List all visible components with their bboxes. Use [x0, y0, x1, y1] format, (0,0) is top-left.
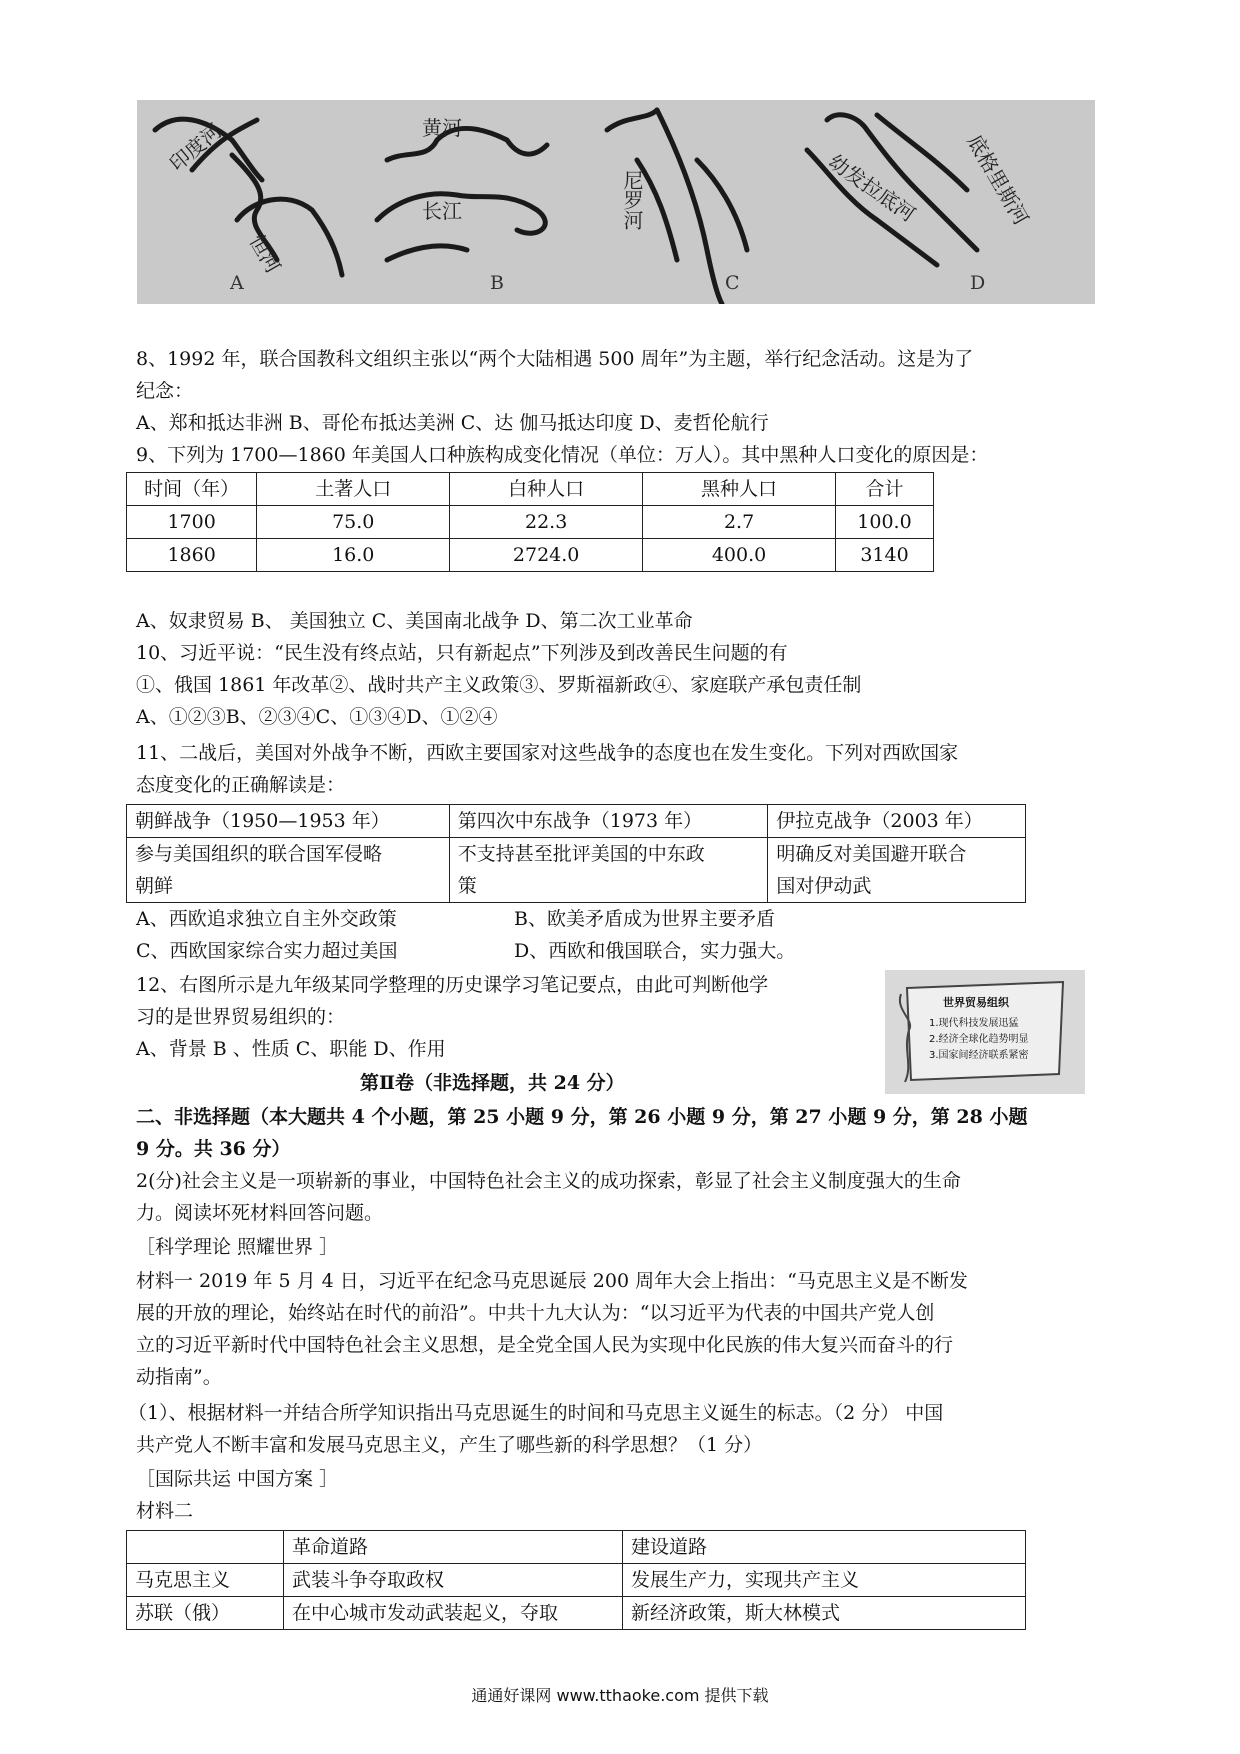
map-a-ganges-label: 恒河 [244, 230, 286, 278]
map-a-indus-label: 印度河 [164, 118, 227, 176]
table-cell: 22.3 [450, 506, 643, 539]
q10-items: ①、俄国 1861 年改革②、战时共产主义政策③、罗斯福新政④、家庭联产承包责任制 [136, 674, 862, 696]
table-cell: 武装斗争夺取政权 [284, 1564, 623, 1597]
table-cell: 16.0 [257, 539, 450, 572]
q10-options: A、①②③B、②③④C、①③④D、①②④ [136, 706, 498, 728]
section2-title: 第Ⅱ卷（非选择题，共 24 分） [360, 1072, 625, 1094]
table-header-cell: 合计 [836, 473, 934, 506]
cell-line: 不支持甚至批评美国的中东政 [457, 843, 705, 865]
cell-line: 国对伊动武 [776, 875, 872, 897]
table-header-cell: 白种人口 [450, 473, 643, 506]
cell-line: 策 [457, 875, 477, 897]
table-cell: 100.0 [836, 506, 934, 539]
map-label-b: B [490, 272, 504, 294]
cell-line: 朝鲜 [135, 875, 174, 897]
main-question-intro-2: 力。阅读坏死材料回答问题。 [136, 1202, 384, 1224]
q9-options: A、奴隶贸易 B、 美国独立 C、美国南北战争 D、第二次工业革命 [136, 610, 693, 632]
q8-stem-line-1: 8、1992 年，联合国教科文组织主张以“两个大陆相遇 500 周年”为主题，举行纪念活动。这是为了 [136, 348, 974, 370]
river-maps-image [137, 100, 1095, 304]
map-label-c: C [725, 272, 740, 294]
table-header-cell: 革命道路 [284, 1531, 623, 1564]
q12-stem-line-2: 习的是世界贸易组织的： [136, 1006, 346, 1028]
note-items [929, 1016, 1029, 1064]
main-question-intro-1: 2(分)社会主义是一项崭新的事业，中国特色社会主义的成功探索，彰显了社会主义制度强大的生命 [136, 1170, 961, 1192]
table-cell: 2.7 [643, 506, 836, 539]
table-cell: 1700 [127, 506, 257, 539]
table-row [127, 539, 934, 572]
river-maps-drawing [137, 100, 1095, 304]
q12-stem-line-1: 12、右图所示是九年级某同学整理的历史课学习笔记要点，由此可判断他学 [136, 974, 769, 996]
table-cell: 75.0 [257, 506, 450, 539]
map-b-yangtze-label: 长江 [422, 199, 462, 223]
table-cell: 在中心城市发动武装起义，夺取 [284, 1597, 623, 1630]
map-d-euphrates-label: 幼发拉底河 [824, 149, 920, 227]
table-cell [449, 838, 768, 903]
map-b-yellow-river-label: 黄河 [422, 116, 462, 140]
q8-stem-line-2: 纪念： [136, 380, 194, 402]
note-item: 2.经济全球化趋势明显 [929, 1034, 1029, 1045]
table-cell: 400.0 [643, 539, 836, 572]
table-header-cell: 朝鲜战争（1950—1953 年） [127, 805, 450, 838]
map-c-nile-label: 尼罗河 [620, 170, 644, 230]
table-cell: 发展生产力，实现共产主义 [623, 1564, 1026, 1597]
wto-note-image [885, 970, 1085, 1094]
table-header-cell: 建设道路 [623, 1531, 1026, 1564]
map-label-a: A [230, 272, 244, 294]
q11-option-c: C、西欧国家综合实力超过美国 [136, 940, 398, 962]
q10-stem: 10、习近平说：“民生没有终点站，只有新起点”下列涉及到改善民生问题的有 [136, 642, 788, 664]
table-cell [768, 838, 1026, 903]
material-2-table [126, 1530, 1026, 1630]
map-d-tigris-label: 底格里斯河 [962, 130, 1034, 230]
table-cell: 马克思主义 [127, 1564, 284, 1597]
table-cell: 1860 [127, 539, 257, 572]
table-cell [127, 838, 450, 903]
q11-option-b: B、欧美矛盾成为世界主要矛盾 [514, 908, 775, 930]
material-1-line-3: 立的习近平新时代中国特色社会主义思想，是全党全国人民为实现中化民族的伟大复兴而奋斗的行 [136, 1334, 954, 1356]
table-row [127, 805, 1026, 838]
note-item: 3.国家间经济联系紧密 [929, 1050, 1029, 1061]
q11-option-a: A、西欧追求独立自主外交政策 [136, 908, 397, 930]
table-header-cell: 黑种人口 [643, 473, 836, 506]
table-header-cell: 第四次中东战争（1973 年） [449, 805, 768, 838]
q11-attitude-table [126, 804, 1026, 903]
table-cell: 新经济政策，斯大林模式 [623, 1597, 1026, 1630]
material-2-label: 材料二 [136, 1500, 194, 1522]
section2-heading-line-2: 9 分。共 36 分） [136, 1138, 291, 1160]
table-row [127, 1531, 1026, 1564]
table-header-cell: 时间（年） [127, 473, 257, 506]
q11-option-d: D、西欧和俄国联合，实力强大。 [514, 940, 796, 962]
question-1-line-2: 共产党人不断丰富和发展马克思主义，产生了哪些新的科学思想？（1 分） [136, 1434, 763, 1456]
material-1-line-4: 动指南”。 [136, 1366, 222, 1388]
table-header-cell: 伊拉克战争（2003 年） [768, 805, 1026, 838]
table-header-cell [127, 1531, 284, 1564]
table-cell: 2724.0 [450, 539, 643, 572]
q9-stem: 9、下列为 1700—1860 年美国人口种族构成变化情况（单位：万人）。其中黑种人口变化的原因是： [136, 444, 989, 466]
table-header-cell: 土著人口 [257, 473, 450, 506]
table-row [127, 838, 1026, 903]
q8-options: A、郑和抵达非洲 B、哥伦布抵达美洲 C、达 伽马抵达印度 D、麦哲伦航行 [136, 412, 769, 434]
note-item: 1.现代科技发展迅猛 [929, 1018, 1019, 1029]
table-cell: 苏联（俄） [127, 1597, 284, 1630]
q11-stem-line-1: 11、二战后，美国对外战争不断，西欧主要国家对这些战争的态度也在发生变化。下列对西欧国家 [136, 742, 959, 764]
table-row [127, 506, 934, 539]
note-title: 世界贸易组织 [943, 996, 1009, 1009]
q11-stem-line-2: 态度变化的正确解读是： [136, 774, 346, 796]
q12-options: A、背景 B 、性质 C、职能 D、作用 [136, 1038, 446, 1060]
table-row [127, 473, 934, 506]
section2-heading-line-1: 二、非选择题（本大题共 4 个小题，第 25 小题 9 分，第 26 小题 9 分，第 27 小题 9 分，第 28 小题 [136, 1106, 1028, 1128]
table-row [127, 1564, 1026, 1597]
table-row [127, 1597, 1026, 1630]
sub-heading-2: ［国际共运 中国方案 ］ [136, 1468, 339, 1490]
cell-line: 明确反对美国避开联合 [776, 843, 967, 865]
table-cell: 3140 [836, 539, 934, 572]
material-1-line-2: 展的开放的理论，始终站在时代的前沿”。中共十九大认为：“以习近平为代表的中国共产党人创 [136, 1302, 935, 1324]
sub-heading-1: ［科学理论 照耀世界 ］ [136, 1236, 339, 1258]
material-1-line-1: 材料一 2019 年 5 月 4 日，习近平在纪念马克思诞辰 200 周年大会上指出：“马克思主义是不断发 [136, 1270, 968, 1292]
map-label-d: D [970, 272, 986, 294]
q9-population-table [126, 472, 934, 572]
question-1-line-1: （1）、根据材料一并结合所学知识指出马克思诞生的时间和马克思主义诞生的标志。（2 分） 中国 [128, 1402, 944, 1424]
cell-line: 参与美国组织的联合国军侵略 [135, 843, 383, 865]
page-footer: 通通好课网 www.tthaoke.com 提供下载 [471, 1686, 769, 1705]
